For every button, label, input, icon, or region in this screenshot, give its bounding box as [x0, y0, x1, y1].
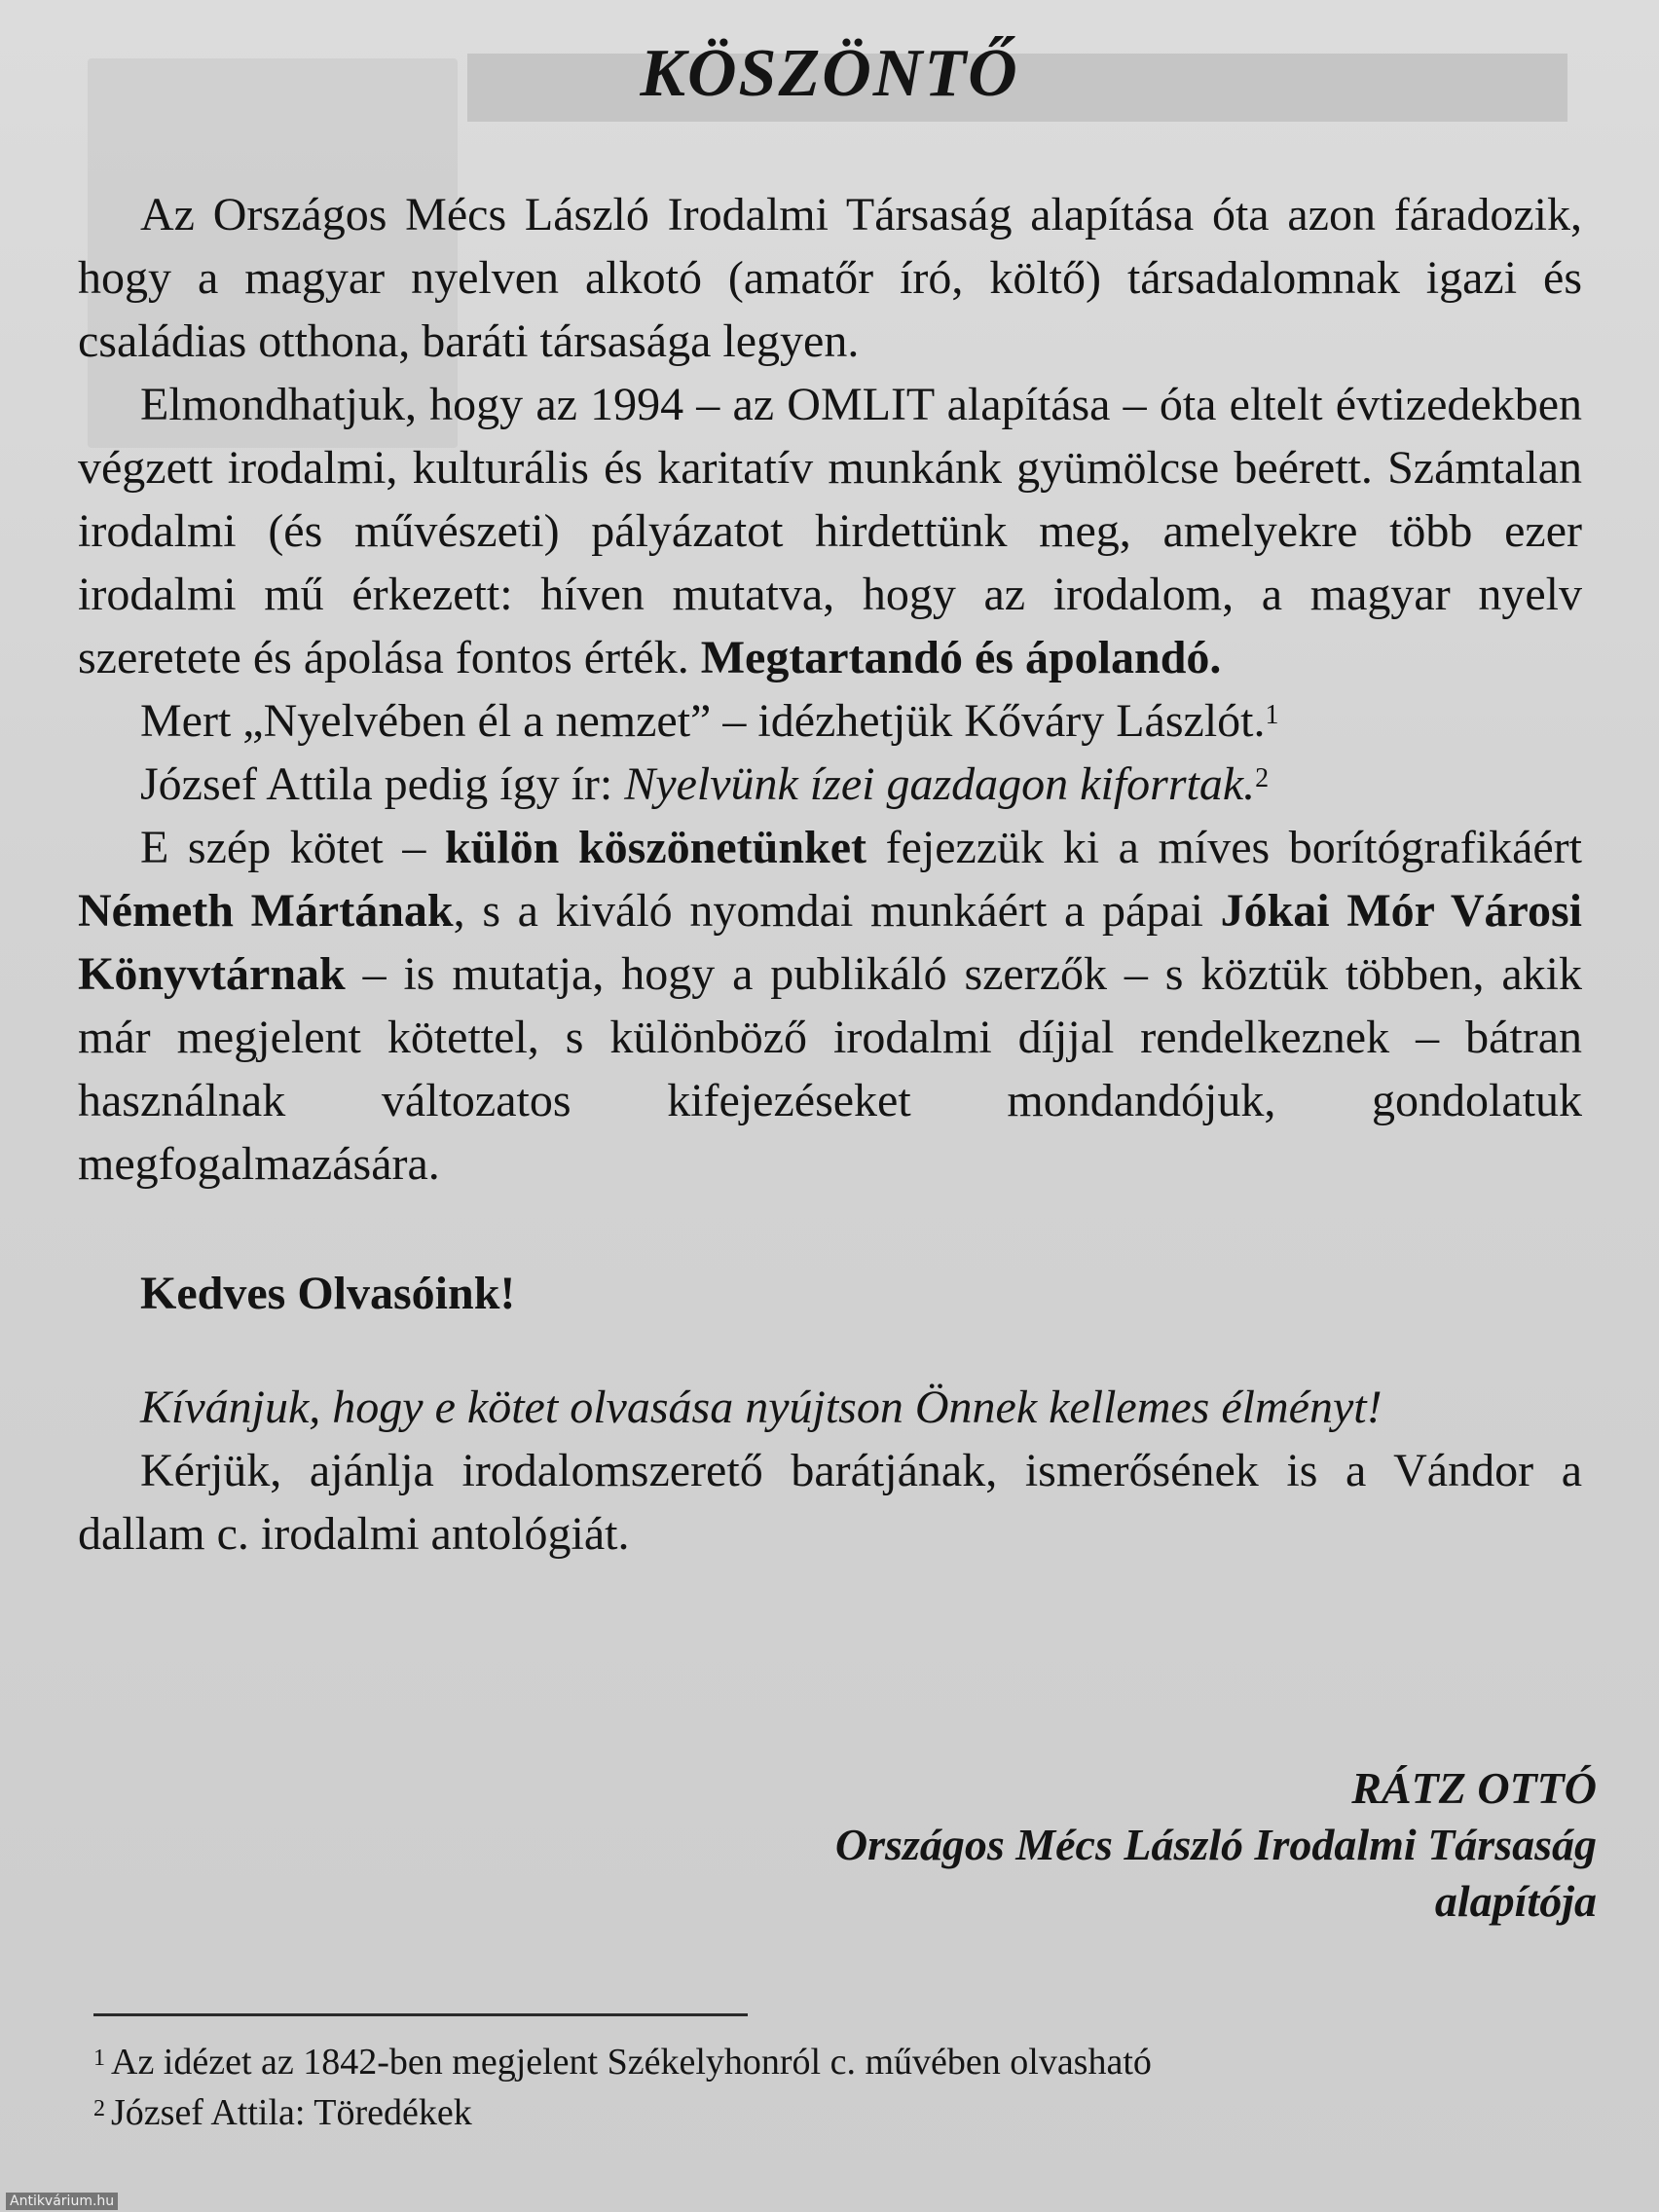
signature-role: alapítója [1434, 1876, 1597, 1926]
footnote-ref-1: 1 [1265, 700, 1279, 730]
paragraph-history [78, 373, 1582, 689]
signature-name: RÁTZ OTTÓ [1351, 1763, 1597, 1813]
footnote-ref-2: 2 [1255, 763, 1270, 793]
paragraph-acknowledgements [78, 816, 1582, 1196]
footnote-1-text: Az idézet az 1842-ben megjelent Székelyhonról c. művében olvasható [111, 2042, 1152, 2083]
ack-text-3: , s a kiváló nyomdai munkáért a pápai [453, 885, 1221, 937]
paragraph-history-text: Elmondhatjuk, hogy az 1994 – az OMLIT alapítása – óta eltelt évtizedekben végzett irodalmi, kulturális és karitatív munkánk gyümölcse beérett. Számtalan irodalmi (és művészeti) pályázatot hirdettünk meg, amelyekre több ezer irodalmi mű érkezett: híven mutatva, hogy az irodalom, a magyar nyelv szeretete és ápolása fontos érték. [78, 379, 1582, 683]
page-title: KÖSZÖNTŐ [640, 36, 1019, 111]
footnote-1-number: 1 [93, 2046, 105, 2071]
paragraph-recommend: Kérjük, ajánlja irodalomszerető barátjának, ismerősének is a Vándor a dallam c. irodalmi antológiát. [78, 1445, 1582, 1560]
quote-jozsef-attila-italic: Nyelvünk ízei gazdagon kiforrtak. [624, 758, 1256, 810]
body-text [78, 183, 1582, 1566]
ack-text-4: – is mutatja, hogy a publikáló szerzők – s köztük többen, akik már megjelent kötettel, s különböző irodalmi díjjal rendelkeznek – bátran használnak változatos kifejezéseket mondandójuk, gondolatuk megfogalmazására. [78, 948, 1582, 1190]
footnote-1 [93, 2037, 1152, 2087]
footnote-divider [93, 2013, 748, 2016]
ack-bold-library: Jókai Mór Városi Könyvtárnak [78, 885, 1583, 1000]
ack-text-2: fejezzük ki a míves borítógrafikáért [866, 822, 1582, 873]
footnote-2-number: 2 [93, 2096, 105, 2121]
footnotes [93, 2037, 1152, 2138]
wish-italic: Kívánjuk, hogy e kötet olvasása nyújtson Önnek kellemes élményt! [140, 1382, 1382, 1433]
greeting: Kedves Olvasóink! [140, 1268, 516, 1319]
ack-text-1: E szép kötet – [140, 822, 445, 873]
signature-block [835, 1760, 1597, 1930]
quote-kovary-text: Mert „Nyelvében él a nemzet” – idézhetjük Kőváry Lászlót. [140, 695, 1266, 747]
signature-organization: Országos Mécs László Irodalmi Társaság [834, 1820, 1597, 1869]
paragraph-wish [78, 1376, 1582, 1439]
ack-bold-thanks: külön köszönetünket [444, 822, 867, 873]
paragraph-intro: Az Országos Mécs László Irodalmi Társaság alapítása óta azon fáradozik, hogy a magyar nyelven alkotó (amatőr író, költő) társadalomnak igazi és családias otthona, baráti társasága legyen. [78, 189, 1582, 367]
footnote-2-text: József Attila: Töredékek [111, 2092, 472, 2133]
paragraph-quote-jozsef-attila [78, 753, 1582, 816]
emphasis-keep-and-cherish: Megtartandó és ápolandó. [700, 632, 1222, 683]
watermark: Antikvárium.hu [6, 2193, 118, 2210]
quote-jozsef-attila-lead: József Attila pedig így ír: [140, 758, 625, 810]
paragraph-quote-kovary [78, 689, 1582, 753]
ack-bold-nemeth: Németh Mártának [78, 885, 454, 937]
footnote-2 [93, 2087, 1152, 2138]
